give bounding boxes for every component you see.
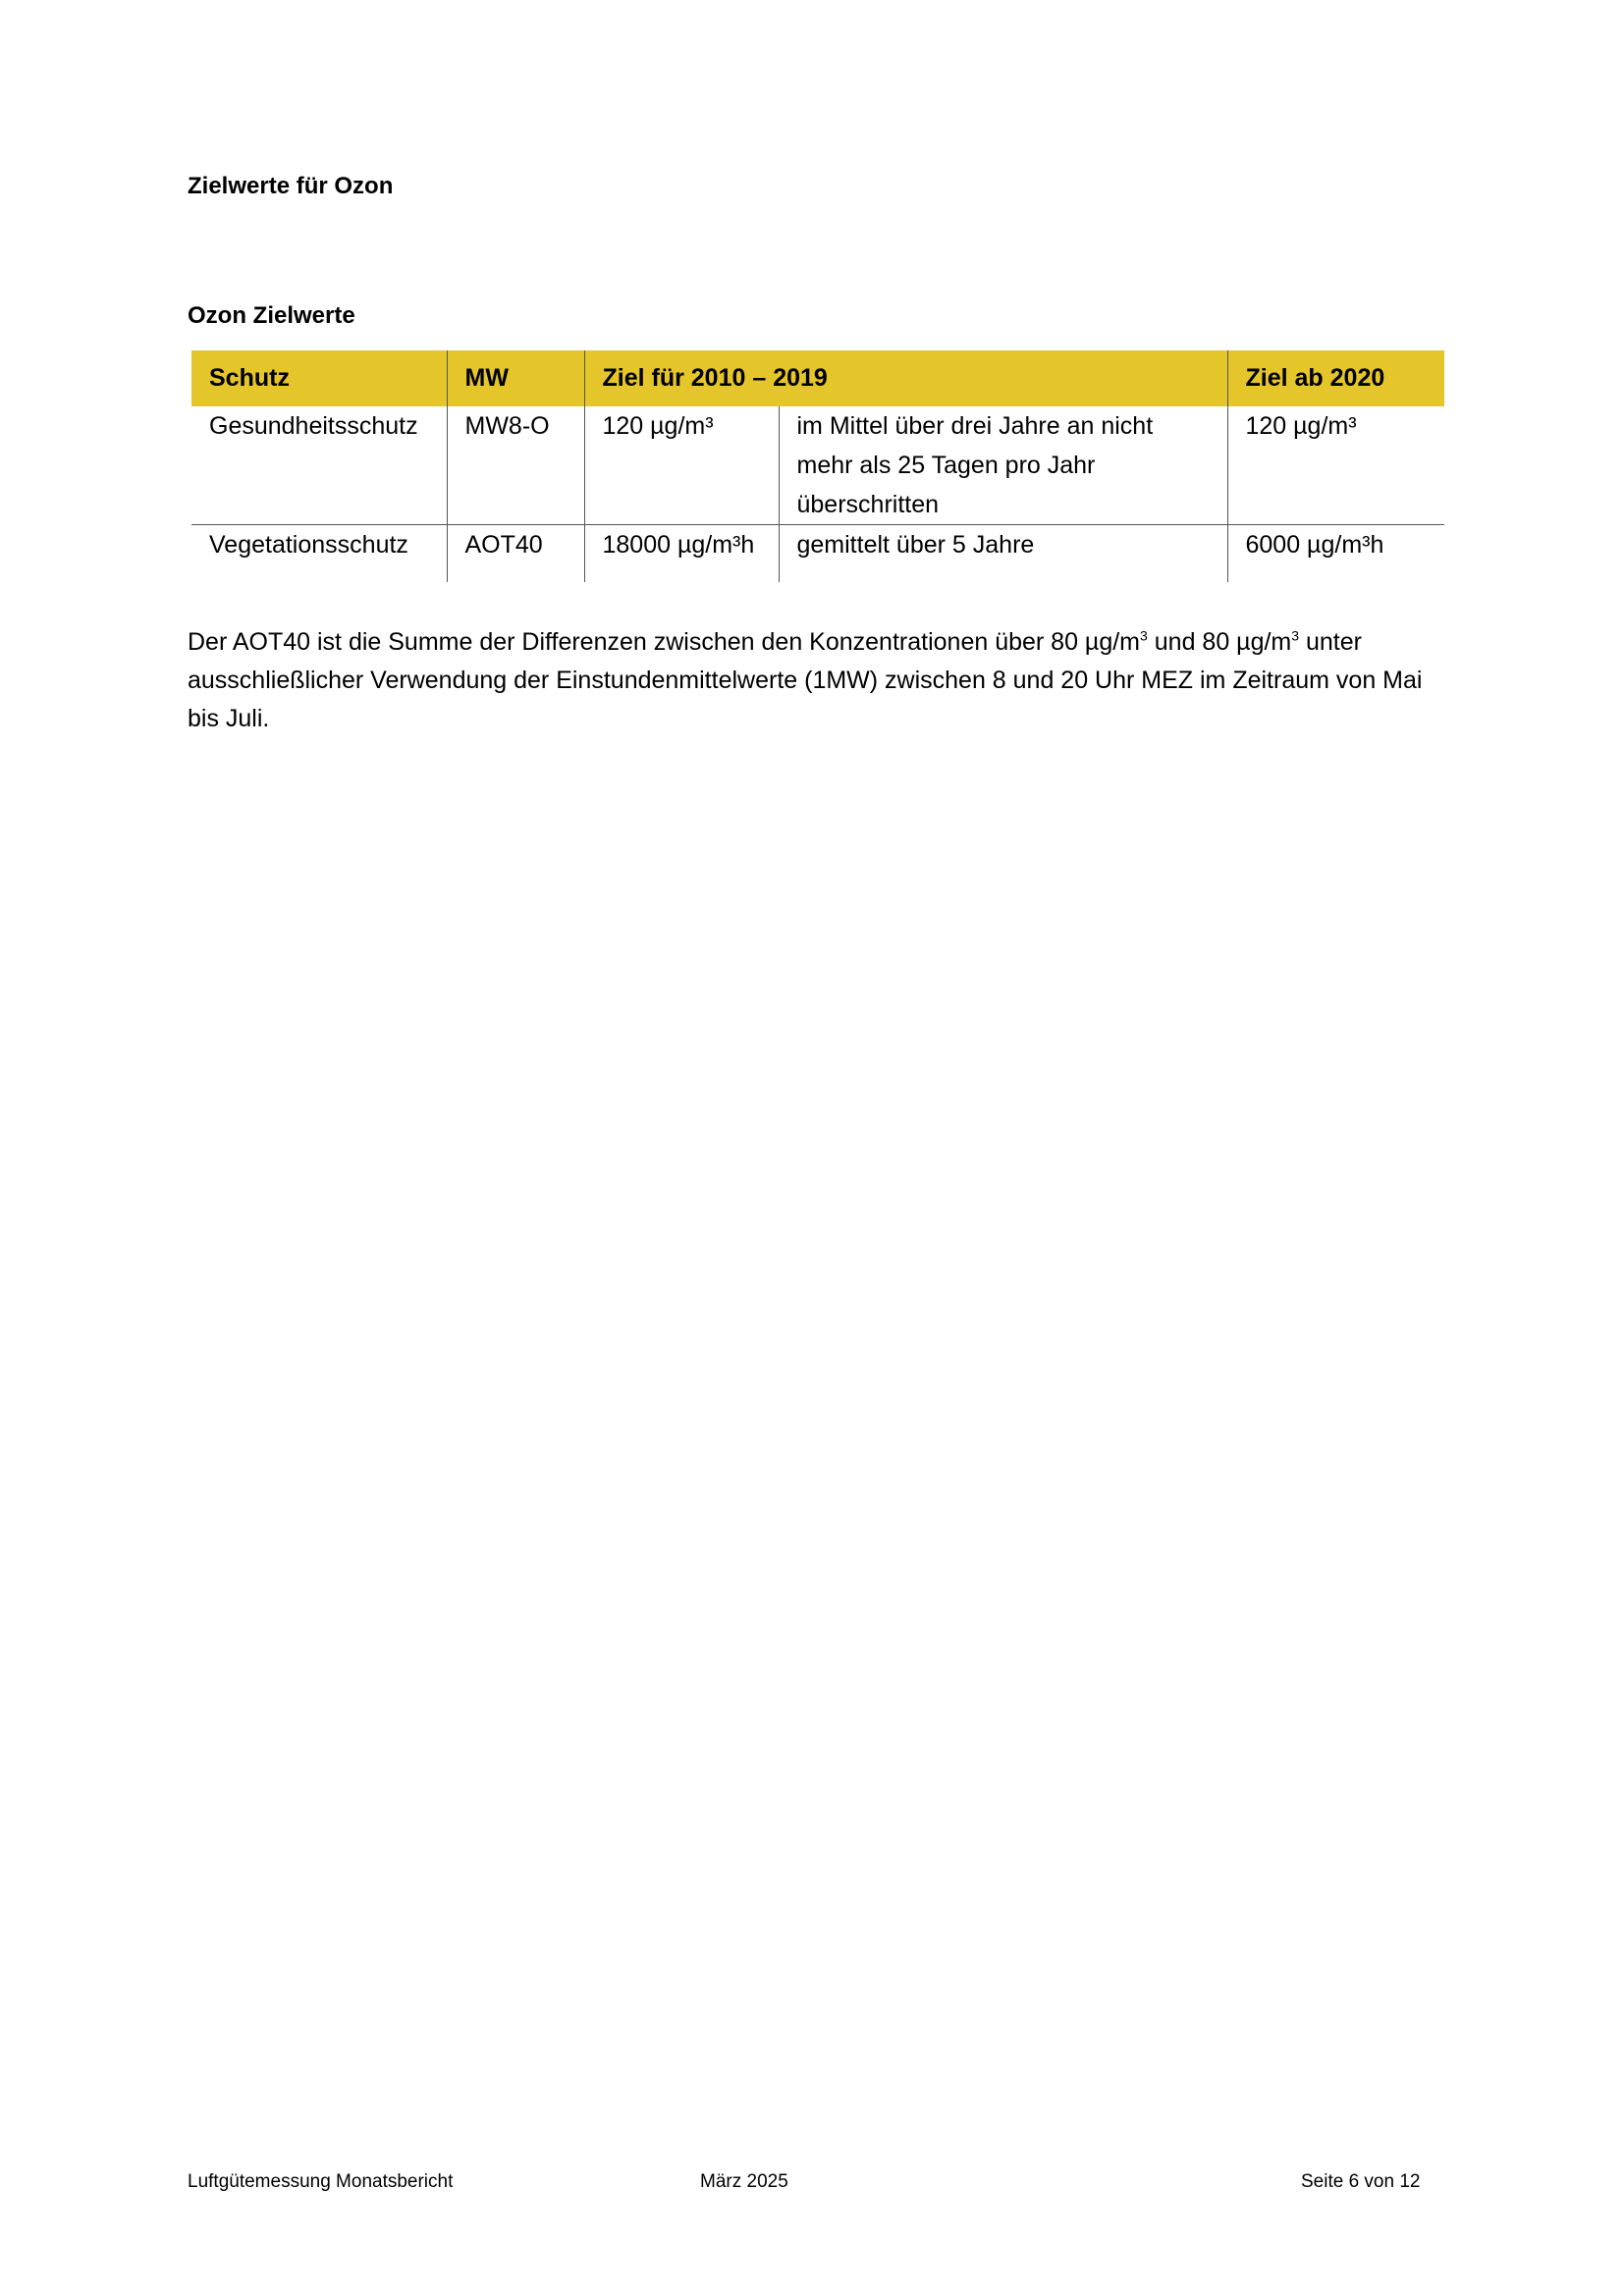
cell-wert: 18000 µg/m³h — [584, 525, 779, 583]
superscript: 3 — [1140, 627, 1148, 644]
header-schutz: Schutz — [191, 350, 447, 406]
superscript: 3 — [1291, 627, 1300, 644]
paragraph-part-2: und 80 µg/m — [1147, 628, 1292, 656]
table-header-row — [191, 350, 1444, 406]
cell-schutz: Vegetationsschutz — [209, 531, 408, 559]
cell-ziel-ab-2020: 6000 µg/m³h — [1227, 525, 1444, 583]
table-caption: Ozon Zielwerte — [188, 302, 355, 329]
cell-schutz: Gesundheitsschutz — [191, 406, 447, 525]
header-ziel-2010-2019: Ziel für 2010 – 2019 — [584, 350, 1227, 406]
table-row — [191, 525, 1444, 583]
aot40-explanation — [188, 623, 1444, 738]
table-row — [191, 406, 1444, 525]
paragraph-part-1: Der AOT40 ist die Summe der Differenzen zwischen den Konzentrationen über 80 µg/m — [188, 628, 1141, 656]
cell-bedingung: gemittelt über 5 Jahre — [779, 525, 1227, 583]
footer-page-number: Seite 6 von 12 — [1301, 2171, 1421, 2192]
cell-mw: MW8-O — [447, 406, 584, 525]
footer-date: März 2025 — [700, 2171, 788, 2192]
cell-bedingung: im Mittel über drei Jahre an nicht mehr als 25 Tagen pro Jahr überschritten — [779, 406, 1227, 525]
header-mw: MW — [447, 350, 584, 406]
ozone-target-table — [191, 350, 1444, 582]
footer-report-name: Luftgütemessung Monatsbericht — [188, 2171, 454, 2192]
cell-wert: 120 µg/m³ — [584, 406, 779, 525]
cell-ziel-ab-2020: 120 µg/m³ — [1227, 406, 1444, 525]
section-title: Zielwerte für Ozon — [188, 173, 394, 199]
paragraph-part-3: unter ausschließlicher Verwendung der Einstundenmittelwerte (1MW) zwischen 8 und 20 Uhr MEZ im Zeitraum von Mai bis Juli. — [188, 628, 1423, 732]
cell-mw: AOT40 — [447, 525, 584, 583]
header-ziel-ab-2020: Ziel ab 2020 — [1227, 350, 1444, 406]
